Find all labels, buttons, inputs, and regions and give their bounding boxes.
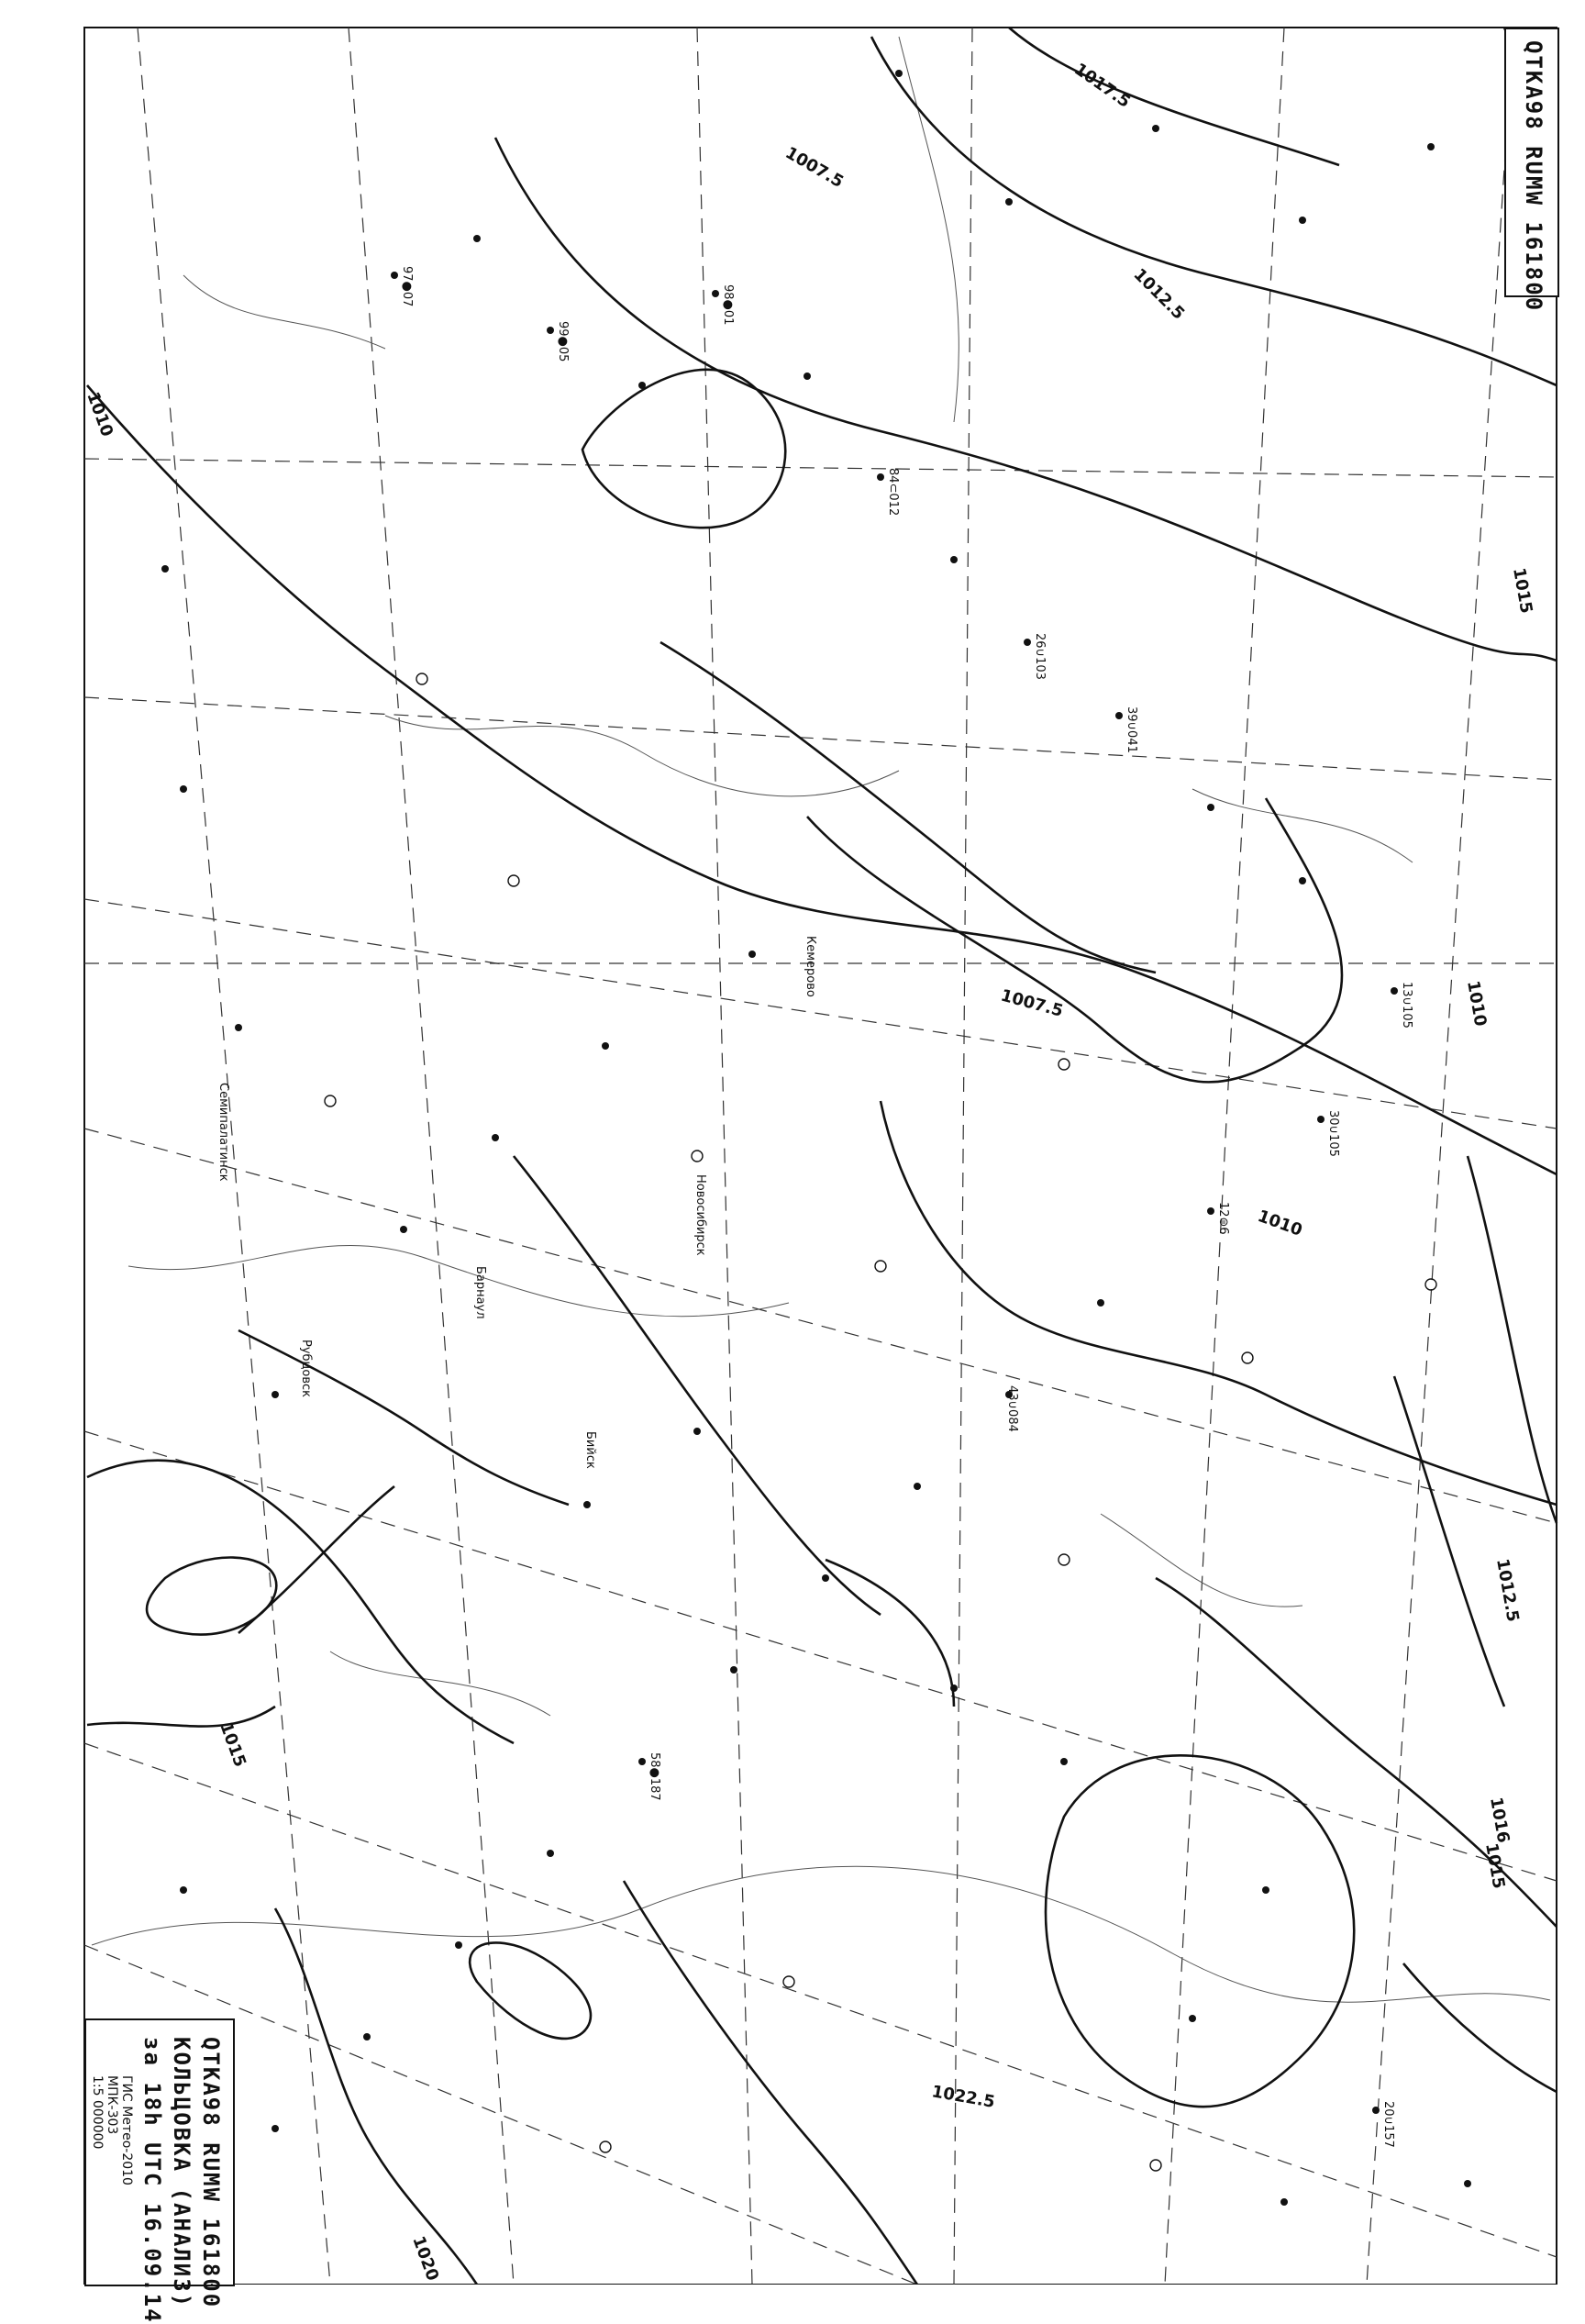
place-name: Семипалатинск <box>216 1083 230 1182</box>
header-code-box <box>1504 28 1559 313</box>
isobar-label: 1015 <box>1481 1841 1509 1891</box>
header-code: QTKA98 RUMW 161800 <box>1521 40 1546 313</box>
borders <box>92 37 1550 2002</box>
isobar-label: 1007.5 <box>781 143 848 193</box>
station-obs: 12⊜6 <box>1216 1202 1230 1235</box>
isobar-label: 1010 <box>83 389 117 439</box>
station-obs: 26∪103 <box>1033 633 1047 680</box>
legend-code: QTKA98 RUMW 161800 <box>198 2037 224 2309</box>
isobar-label: 1007.5 <box>998 985 1066 1021</box>
station-obs: 13∪105 <box>1400 982 1413 1029</box>
isobar-label: 1020 <box>408 2233 443 2284</box>
isobar-label: 1017.5 <box>1070 59 1135 112</box>
legend-software-id: МПК-303 <box>105 2075 119 2135</box>
isobar-label: 1010 <box>1255 1206 1305 1240</box>
isobar-label: 1012.5 <box>1129 264 1189 324</box>
place-name: Новосибирск <box>693 1174 707 1256</box>
place-name: Рубцовск <box>299 1340 313 1398</box>
station-obs: 20∪157 <box>1381 2101 1395 2148</box>
station-obs: 84⊂012 <box>886 468 900 517</box>
isobar-label: 1012.5 <box>1492 1557 1523 1624</box>
station-obs: 98●01 <box>721 284 735 326</box>
station-obs: 39∪041 <box>1125 706 1138 753</box>
isobar-label: 1010 <box>1463 979 1491 1029</box>
place-name: Бийск <box>583 1431 597 1469</box>
isobar-label: 1016 <box>1486 1796 1513 1845</box>
isobar-label: 1015 <box>1509 566 1536 616</box>
station-obs: 43∪084 <box>1005 1385 1019 1432</box>
station-obs: 99●05 <box>556 321 570 362</box>
legend-datetime: за 18h UTC 16.09.14 <box>139 2037 165 2324</box>
legend-box <box>84 2018 235 2324</box>
station-obs: 58●187 <box>648 1752 661 1801</box>
station-obs: 30∪105 <box>1326 1110 1340 1157</box>
place-name: Кемерово <box>804 936 817 997</box>
station-obs: 97●07 <box>400 266 414 307</box>
place-name: Барнаул <box>473 1266 487 1319</box>
legend-title: КОЛЬЦОВКА (АНАЛИЗ) <box>169 2037 194 2309</box>
stations <box>161 70 1471 2206</box>
legend-software: ГИС Метео-2010 <box>119 2075 134 2185</box>
isobar-label: 1022.5 <box>930 2082 997 2112</box>
isobar-label: 1015 <box>216 1719 250 1770</box>
legend-scale: 1:5 000000 <box>90 2075 105 2150</box>
